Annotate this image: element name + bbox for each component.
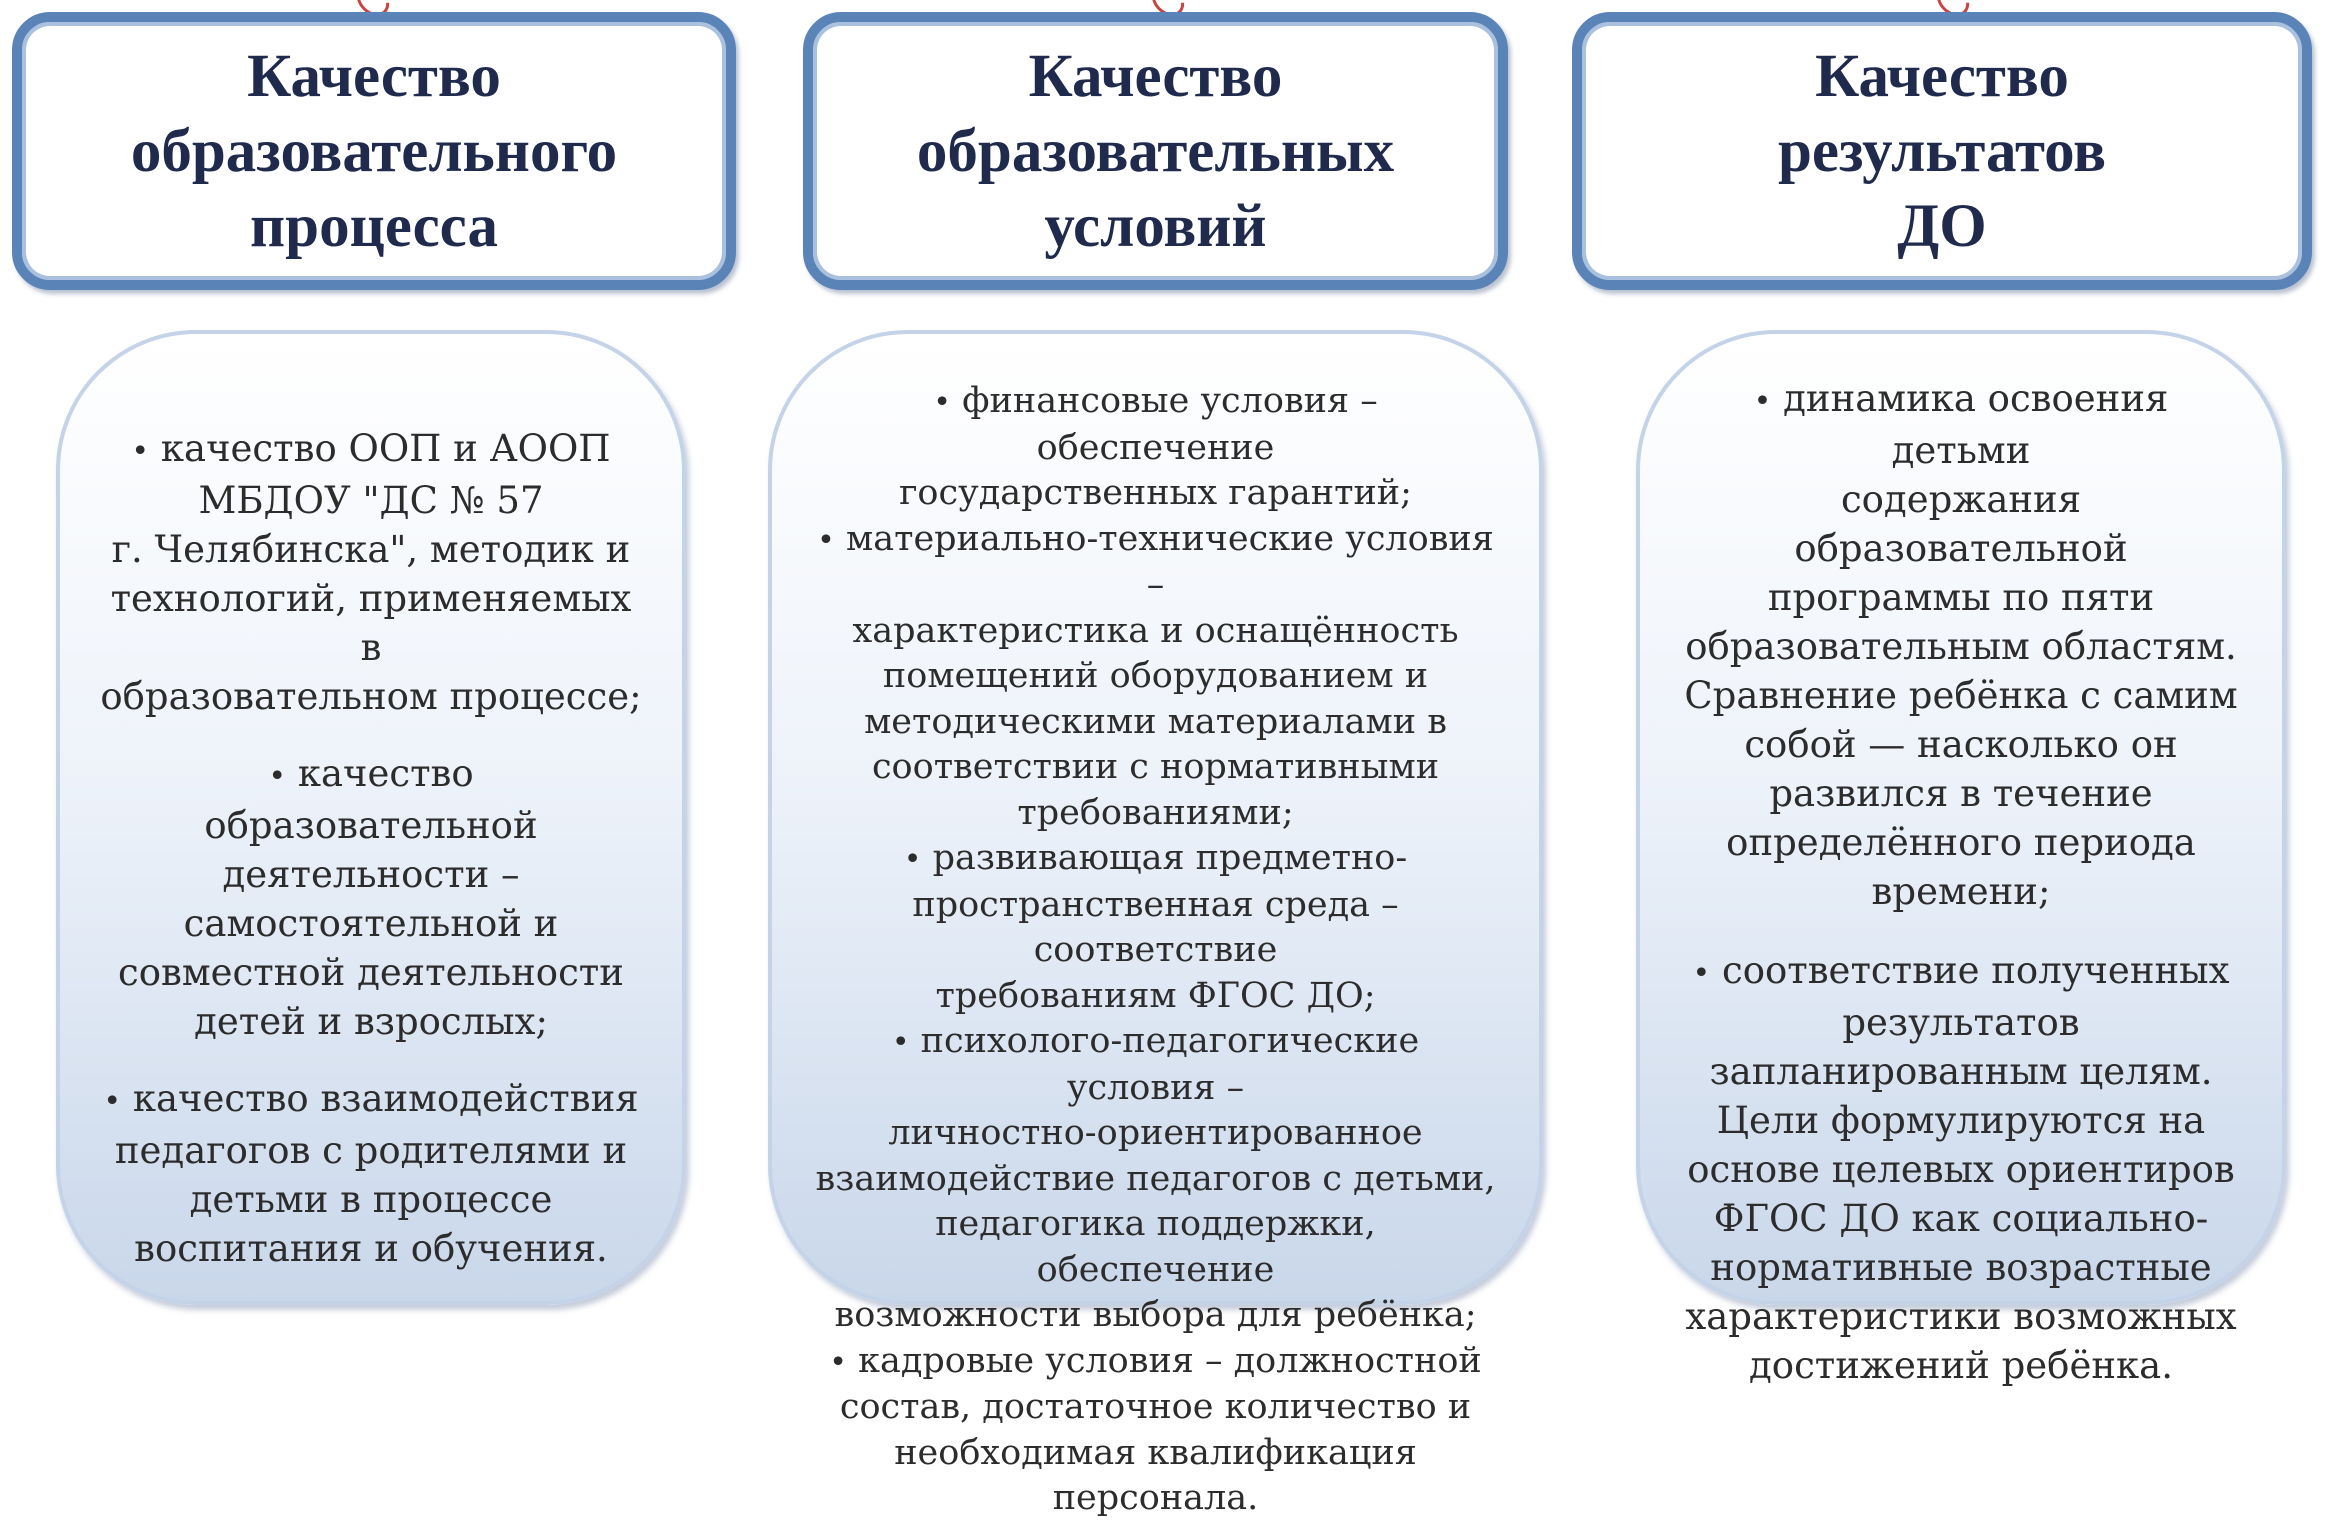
item-text: динамика освоения детьми содержания образовательной программы по пяти образовательным областям. Сравнение ребёнка с самим собой — насколько он развился в течение определённого периода времени; — [1684, 377, 2238, 913]
list-item — [100, 749, 642, 1046]
bullet-icon: • — [268, 759, 287, 794]
bullet-icon: • — [829, 1344, 847, 1380]
panel-conditions-quality — [768, 330, 1543, 1518]
header-title: Качество результатов ДО — [1777, 42, 2107, 260]
list-item — [812, 836, 1499, 1019]
list-item — [812, 1019, 1499, 1339]
list-item — [1680, 946, 2242, 1390]
bullet-icon: • — [933, 385, 951, 420]
bullet-icon: • — [891, 1025, 910, 1060]
item-text: финансовые условия – обеспечение государственных гарантий; — [899, 381, 1412, 513]
list-item — [100, 424, 642, 721]
list-item — [812, 379, 1499, 517]
panel-results-quality — [1636, 330, 2286, 1387]
item-text: соответствие полученных результатов запланированным целям. Цели формулируются на основе целевых ориентиров ФГОС ДО как социально- нормативные возрастные характеристики возможных достижений ребёнка. — [1685, 949, 2237, 1387]
bullet-icon: • — [131, 434, 150, 469]
item-text: качество ООП и АООП МБДОУ "ДС № 57 г. Челябинска", методик и технологий, применяемых в образовательном процессе; — [100, 427, 642, 718]
header-title: Качество образовательного процесса — [130, 42, 618, 260]
panel-process-quality — [56, 330, 686, 1305]
list-item — [812, 517, 1499, 837]
header-results-quality — [1572, 12, 2312, 290]
bullet-icon: • — [903, 842, 922, 877]
header-title: Качество образовательных условий — [916, 42, 1395, 260]
bullet-icon: • — [1692, 956, 1711, 991]
list-item — [812, 1339, 1499, 1522]
list-item — [100, 1074, 642, 1273]
item-text: развивающая предметно- пространственная среда – соответствие требованиям ФГОС ДО; — [912, 838, 1408, 1016]
bullet-icon: • — [103, 1084, 122, 1119]
bullet-icon: • — [1753, 384, 1772, 419]
bullet-icon: • — [817, 522, 835, 558]
header-process-quality — [12, 12, 736, 290]
item-text: качество образовательной деятельности – самостоятельной и совместной деятельности детей и взрослых; — [118, 752, 624, 1043]
item-text: качество взаимодействия педагогов с родителями и детьми в процессе воспитания и обучения. — [114, 1077, 639, 1270]
list-item — [1680, 374, 2242, 916]
item-text: материально-технические условия – характеристика и оснащённость помещений оборудованием и методическими материалами в соответствии с нормативными требованиями; — [845, 518, 1494, 833]
header-conditions-quality — [803, 12, 1508, 290]
item-text: психолого-педагогические условия – личностно-ориентированное взаимодействие педагогов с детьми, педагогика поддержки, обеспечение возможности выбора для ребёнка; — [815, 1021, 1496, 1335]
item-text: кадровые условия – должностной состав, достаточное количество и необходимая квалификация персонала. — [839, 1340, 1482, 1518]
